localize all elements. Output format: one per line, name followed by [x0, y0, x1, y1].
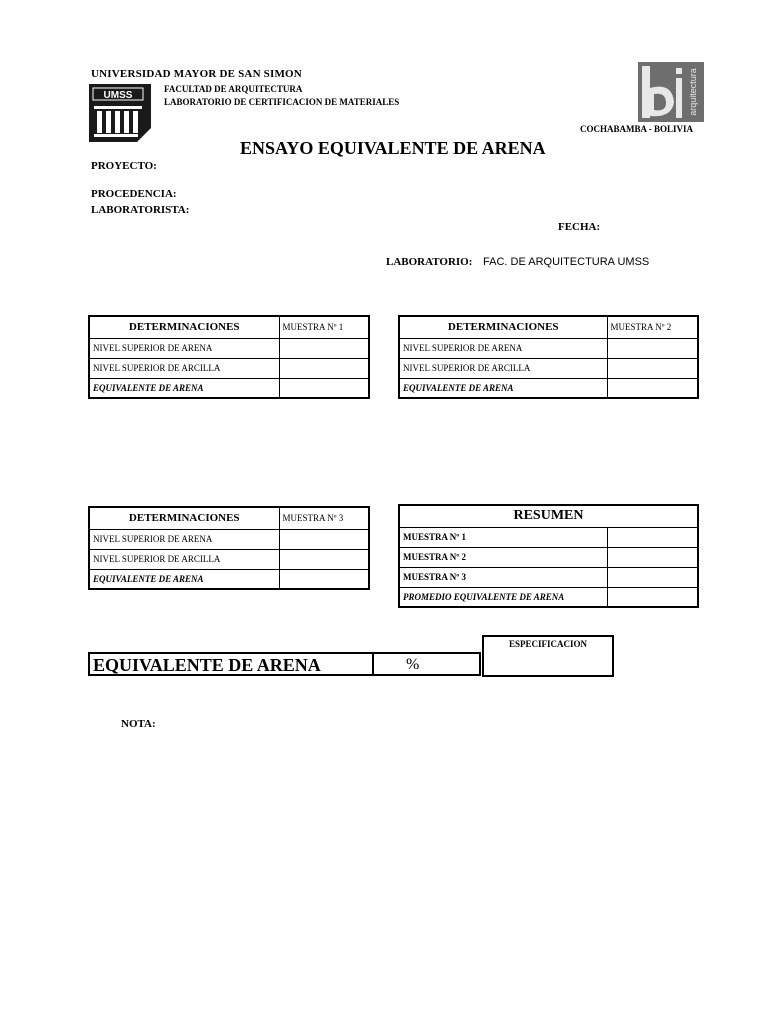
value-cell[interactable] [279, 358, 369, 378]
value-cell[interactable] [607, 587, 698, 607]
table-row [399, 527, 698, 547]
table-row [399, 358, 698, 378]
muestra-3-table [88, 506, 370, 590]
row-label: MUESTRA Nº 3 [399, 567, 607, 587]
resumen-title: RESUMEN [399, 505, 698, 527]
university-name: UNIVERSIDAD MAYOR DE SAN SIMON [91, 68, 302, 80]
procedencia-label: PROCEDENCIA: [91, 188, 177, 200]
fecha-label: FECHA: [558, 221, 601, 233]
location: COCHABAMBA - BOLIVIA [580, 124, 694, 134]
table-row [399, 547, 698, 567]
table-row [89, 358, 369, 378]
row-label: PROMEDIO EQUIVALENTE DE ARENA [399, 587, 607, 607]
value-cell[interactable] [607, 527, 698, 547]
table-row [89, 338, 369, 358]
value-cell[interactable] [279, 378, 369, 398]
value-cell[interactable] [279, 549, 369, 569]
arquitectura-logo [638, 62, 704, 122]
umss-logo [89, 84, 151, 142]
table-row [89, 549, 369, 569]
table-row [399, 567, 698, 587]
nota-label: NOTA: [121, 718, 156, 730]
divider [372, 654, 374, 674]
especificacion-label: ESPECIFICACION [508, 639, 587, 649]
value-cell[interactable] [279, 529, 369, 549]
equivalente-label: EQUIVALENTE DE ARENA [93, 655, 321, 675]
value-cell[interactable] [279, 569, 369, 589]
value-cell[interactable] [607, 338, 698, 358]
row-label: NIVEL SUPERIOR DE ARCILLA [89, 549, 279, 569]
row-label: MUESTRA Nº 2 [399, 547, 607, 567]
value-cell[interactable] [607, 358, 698, 378]
equivalente-result-box [88, 652, 481, 676]
row-label: NIVEL SUPERIOR DE ARCILLA [89, 358, 279, 378]
laboratorista-label: LABORATORISTA: [91, 204, 190, 216]
percent-unit: % [406, 656, 420, 673]
value-cell[interactable] [607, 547, 698, 567]
value-cell[interactable] [279, 338, 369, 358]
muestra-2-table [398, 315, 699, 399]
row-label: MUESTRA Nº 1 [399, 527, 607, 547]
value-cell[interactable] [607, 567, 698, 587]
table-row [89, 378, 369, 398]
row-label: NIVEL SUPERIOR DE ARENA [89, 529, 279, 549]
table-row [399, 338, 698, 358]
row-label: EQUIVALENTE DE ARENA [399, 378, 607, 398]
table-row [89, 569, 369, 589]
laboratory-name: LABORATORIO DE CERTIFICACION DE MATERIALES [164, 97, 400, 107]
value-cell[interactable] [607, 378, 698, 398]
table-header: DETERMINACIONES [399, 316, 607, 338]
muestra-1-table [88, 315, 370, 399]
document-title: ENSAYO EQUIVALENTE DE ARENA [240, 138, 546, 158]
table-header: DETERMINACIONES [89, 316, 279, 338]
row-label: NIVEL SUPERIOR DE ARCILLA [399, 358, 607, 378]
row-label: EQUIVALENTE DE ARENA [89, 569, 279, 589]
muestra-header: MUESTRA Nº 2 [607, 316, 698, 338]
table-header: DETERMINACIONES [89, 507, 279, 529]
especificacion-box[interactable] [482, 635, 614, 677]
laboratorio-label: LABORATORIO: [386, 256, 473, 268]
arquitectura-logo-text: arquitectura [688, 68, 698, 116]
table-row [399, 587, 698, 607]
row-label: NIVEL SUPERIOR DE ARENA [89, 338, 279, 358]
muestra-header: MUESTRA Nº 1 [279, 316, 369, 338]
muestra-header: MUESTRA Nº 3 [279, 507, 369, 529]
faculty-name: FACULTAD DE ARQUITECTURA [164, 84, 303, 94]
laboratorio-value: FAC. DE ARQUITECTURA UMSS [483, 256, 650, 268]
table-row [399, 378, 698, 398]
row-label: NIVEL SUPERIOR DE ARENA [399, 338, 607, 358]
umss-logo-text: UMSS [103, 90, 133, 101]
table-row [89, 529, 369, 549]
resumen-table [398, 504, 699, 608]
row-label: EQUIVALENTE DE ARENA [89, 378, 279, 398]
proyecto-label: PROYECTO: [91, 160, 157, 172]
